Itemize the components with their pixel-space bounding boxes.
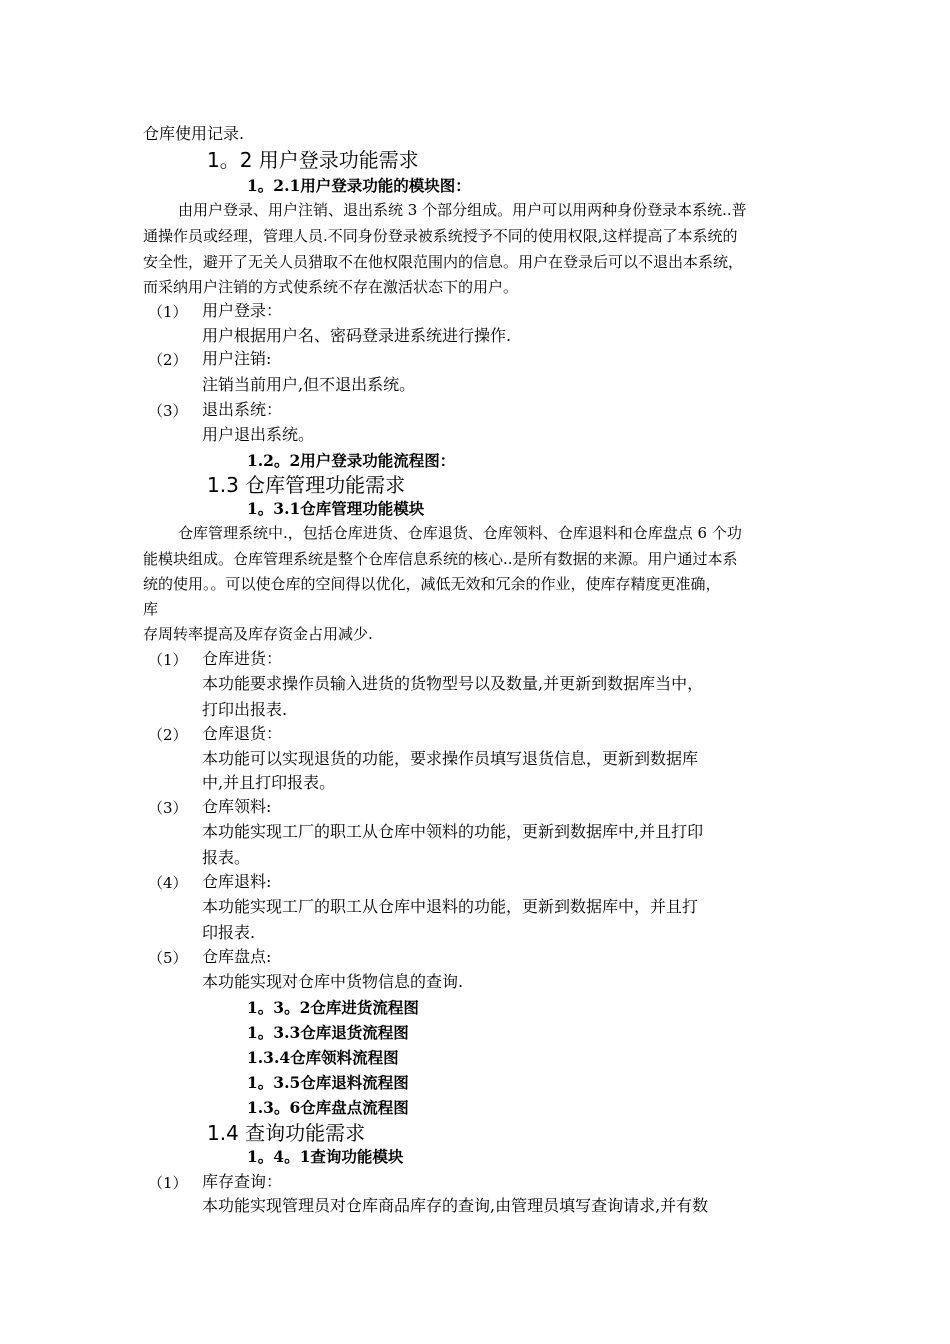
paragraph-line: 仓库管理系统中.，包括仓库进货、仓库退货、仓库领料、仓库退料和仓库盘点 6 个功 [178, 524, 742, 542]
list-item-title: 用户登录： [202, 301, 283, 320]
list-item-text: 本功能实现对仓库中货物信息的查询. [202, 972, 464, 991]
list-number: （1） [148, 651, 188, 669]
list-number: （4） [148, 874, 188, 892]
list-number: （3） [148, 402, 188, 420]
list-item-title: 仓库领料: [202, 797, 272, 816]
list-item-text: 本功能要求操作员输入进货的货物型号以及数量,并更新到数据库当中， [202, 674, 704, 693]
list-item-title: 仓库退料: [202, 872, 272, 891]
list-item-title: 库存查询： [202, 1172, 283, 1191]
list-item-text: 本功能可以实现退货的功能，要求操作员填写退货信息，更新到数据库 [202, 749, 699, 768]
paragraph-line: 库 [143, 600, 159, 618]
list-item-text: 用户退出系统。 [202, 425, 315, 444]
paragraph-line: 存周转率提高及库存资金占用减少. [143, 625, 373, 643]
section-heading-1-3: 1.3 仓库管理功能需求 [207, 473, 406, 497]
paragraph-line: 通操作员或经理，管理人员.不同身份登录被系统授予不同的使用权限,这样提高了本系统的 [143, 227, 738, 245]
list-number: （5） [148, 949, 188, 967]
list-item-text: 注销当前用户,但不退出系统。 [202, 375, 416, 394]
subsection-heading-1-3-4: 1.3.4仓库领料流程图 [247, 1048, 399, 1067]
subsection-heading-1-3-1: 1。3.1仓库管理功能模块 [247, 499, 425, 518]
list-item-text: 本功能实现工厂的职工从仓库中退料的功能，更新到数据库中，并且打 [202, 897, 699, 916]
section-heading-1-4: 1.4 查询功能需求 [207, 1121, 366, 1145]
subsection-heading-1-3-3: 1。3.3仓库退货流程图 [247, 1023, 409, 1042]
paragraph-line: 安全性，避开了无关人员猎取不在他权限范围内的信息。用户在登录后可以不退出本系统， [143, 253, 744, 271]
list-number: （2） [148, 351, 188, 369]
list-item-text: 用户根据用户名、密码登录进系统进行操作. [202, 326, 512, 345]
subsection-heading-1-3-5: 1。3.5仓库退料流程图 [247, 1073, 409, 1092]
subsection-heading-1-2-2: 1.2。2用户登录功能流程图： [247, 451, 456, 470]
list-item-title: 退出系统： [202, 400, 283, 419]
subsection-heading-1-2-1: 1。2.1用户登录功能的模块图： [247, 176, 471, 195]
list-item-text: 打印出报表. [202, 700, 288, 719]
list-item-text: 本功能实现工厂的职工从仓库中领料的功能，更新到数据库中,并且打印 [202, 822, 704, 841]
list-item-text: 中,并且打印报表。 [202, 773, 336, 792]
list-item-title: 用户注销: [202, 349, 272, 368]
list-number: （1） [148, 1174, 188, 1192]
list-item-title: 仓库盘点: [202, 947, 272, 966]
list-item-text: 印报表. [202, 923, 256, 942]
list-number: （2） [148, 726, 188, 744]
paragraph-line: 由用户登录、用户注销、退出系统 3 个部分组成。用户可以用两种身份登录本系统..普 [178, 201, 747, 219]
paragraph-line: 而采纳用户注销的方式使系统不存在激活状态下的用户。 [143, 278, 519, 296]
list-item-text: 本功能实现管理员对仓库商品库存的查询,由管理员填写查询请求,并有数 [202, 1196, 709, 1215]
subsection-heading-1-3-2: 1。3。2仓库进货流程图 [247, 998, 419, 1017]
subsection-heading-1-3-6: 1.3。6仓库盘点流程图 [247, 1098, 409, 1117]
paragraph-line: 能模块组成。仓库管理系统是整个仓库信息系统的核心..是所有数据的来源。用户通过本系 [143, 550, 738, 568]
list-item-text: 报表。 [202, 848, 251, 867]
body-text-line: 仓库使用记录. [143, 124, 245, 143]
paragraph-line: 统的使用。。可以使仓库的空间得以优化，减低无效和冗余的作业，使库存精度更准确， [143, 575, 721, 593]
list-number: （3） [148, 799, 188, 817]
subsection-heading-1-4-1: 1。4。1查询功能模块 [247, 1147, 404, 1166]
list-item-title: 仓库退货： [202, 724, 283, 743]
section-heading-1-2: 1。2 用户登录功能需求 [207, 148, 419, 172]
list-item-title: 仓库进货： [202, 649, 283, 668]
list-number: （1） [148, 303, 188, 321]
